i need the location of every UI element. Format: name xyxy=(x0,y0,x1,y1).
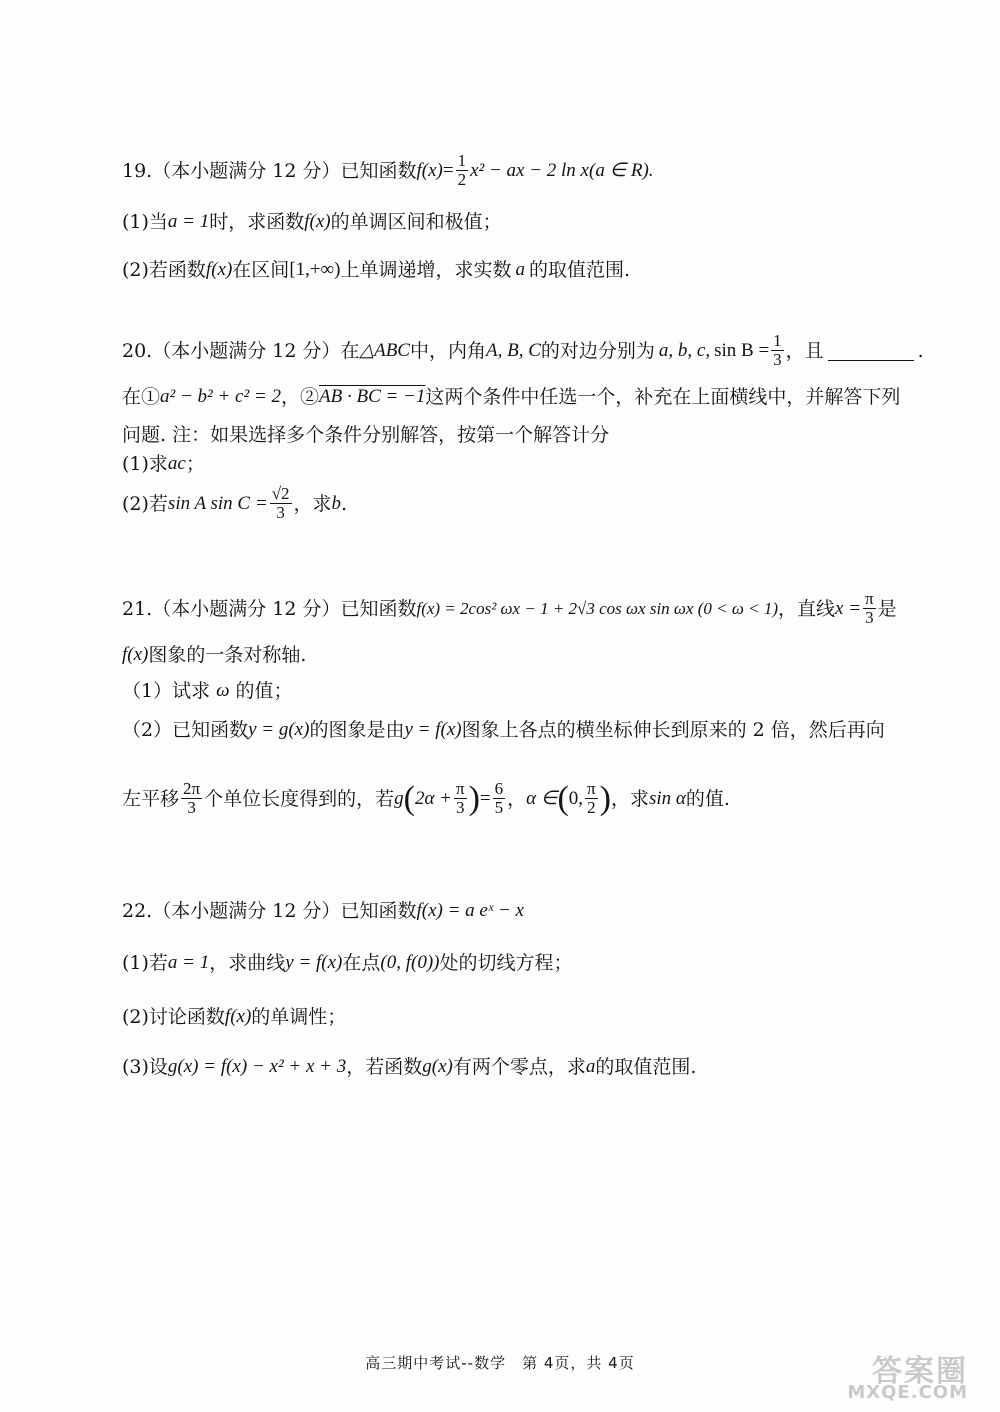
q19-stem xyxy=(122,152,654,189)
page-footer: 高三期中考试--数学 第 4页，共 4页 xyxy=(365,1354,635,1372)
answer-blank xyxy=(828,340,914,361)
q21-part2-cont: 左平移 $\frac{2\pi}{3}$ 个单位长度得到的，若 g ( 2α + $\frac{\pi}{3}$ ) = $\frac{6}{5}$ ， α ∈ ( 0, $\frac{\pi}{2}$ ) ，求 sin α 的值. xyxy=(122,779,730,817)
watermark-logo xyxy=(828,1346,968,1406)
q22-part2: (2)讨论函数 f(x) 的单调性； xyxy=(122,1006,347,1028)
q22-part3: (3)设 g(x) = f(x) − x² + x + 3 ，若函数 g(x) 有两个零点，求 a 的取值范围. xyxy=(122,1056,697,1078)
q19-half: $\frac{1}{2}$ xyxy=(457,151,467,189)
q19-part1: (1)当 a = 1 时，求函数 f(x) 的单调区间和极值； xyxy=(122,211,502,233)
q19-part2: (2)若函数 f(x) 在区间 [1,+∞) 上单调递增，求实数 a 的取值范围. xyxy=(122,259,631,281)
q20-part1: (1)求 ac ； xyxy=(122,453,205,475)
q22-stem: 22.（本小题满分 12 分）已知函数 f(x) = a eˣ − x xyxy=(122,900,524,922)
q21-part2: （2）已知函数 y = g(x) 的图象是由 y = f(x) 图象上各点的横坐标伸长到原来的 2 倍，然后再向 xyxy=(122,719,885,741)
q19-function: f(x) xyxy=(416,159,443,181)
watermark-url: MXQE.COM xyxy=(847,1382,968,1403)
q20-conditions: 在① a² − b² + c² = 2 ，② AB · BC = −1 这两个条件中任选一个，补充在上面横线中，并解答下列 xyxy=(122,386,901,408)
watermark-text: 答案圈 xyxy=(872,1354,968,1389)
q19-expression: x² − ax − 2 ln x xyxy=(470,159,589,181)
q21-stem: 21.（本小题满分 12 分）已知函数 f(x) = 2cos² ωx − 1 + 2√3 cos ωx sin ωx (0 < ω < 1) ，直线 x = $\frac{\pi}{3}$ 是 xyxy=(122,589,897,627)
q21-axis-note: f(x) 图象的一条对称轴. xyxy=(122,644,307,666)
q22-part1: (1)若 a = 1 ，求曲线 y = f(x) 在点 (0, f(0)) 处的切线方程； xyxy=(122,952,573,974)
q20-stem: 20.（本小题满分 12 分）在 △ABC 中，内角 A, B, C 的对边分别为 a, b, c, sin B = $\frac{1}{3}$ ，且 . xyxy=(122,331,924,369)
q19-condition: (a ∈ R). xyxy=(589,159,654,181)
q21-part1: （1）试求 ω 的值； xyxy=(122,680,293,702)
q20-part2: (2)若 sin A sin C = $\frac{√2}{3}$ ，求 b . xyxy=(122,484,348,522)
q19-head: 19.（本小题满分 12 分）已知函数 xyxy=(122,159,417,182)
q19-equals: = xyxy=(442,159,454,181)
q20-note: 问题. 注：如果选择多个条件分别解答，按第一个解答计分 xyxy=(122,424,610,446)
